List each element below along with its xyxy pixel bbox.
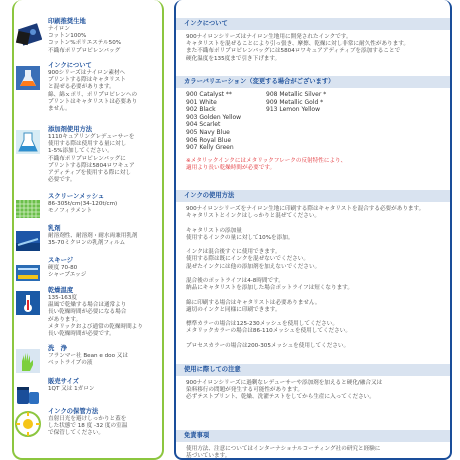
usage-body: 900ナイロンシリーズをナイロン生地に印刷する際はキャタリストを混合する必要があります。 キャタリストとインクはしっかりと混ぜてください。 キャタリストの添加量 使用するインクの量に対して10%を添加。 インクは混合後すぐに使用できます。 使用する際は既にインクを混ぜないでください。 混ぜたインクには他の添加剤を加えないでください。 混合後のポットライフは4-8時間です。 納品にキャタリストを添加した場合ポットライフは短くなります。 綿に印刷する場合はキャタリストは必要ありません。 適切のインクと同様に印刷できます。 標準カラーの場合は125-230メッシュを使用してください。 メタリックカラーの場合は86-110メッシュを使用してください。 プロセスカラーの場合は200-305メッシュを使用してください。: [186, 206, 425, 349]
spec-body: 硬度 70-80 シャープエッジ: [48, 265, 87, 279]
spec-fabric: [14, 18, 152, 55]
color-item: 913 Lemon Yellow: [266, 106, 320, 114]
color-item: 909 Metallic Gold *: [266, 98, 324, 106]
colors-heading: カラーバリエーション（変更する場合がございます）: [176, 76, 450, 88]
squeegee-icon: [14, 259, 42, 287]
spec-body: ナイロン コットン100% コットン%ポリエステル50% 不織布ポリプロピレンバッグ: [48, 26, 122, 54]
spec-additive: [14, 126, 152, 184]
cleanup-glove-icon: [14, 347, 42, 375]
disclaimer-heading: 免責事項: [176, 430, 450, 442]
about-body: 900ナイロンシリーズはナイロン生地用に開発されたインクです。 キャタリストを混ぜることにより引っ張き、摩擦、乾燥に対し非常に耐久性があります。 また不織布ポリプロピレンバッグには5804ロワキュアアディティブを添加することで 硬化温度を135度まで引き下げます。: [186, 34, 409, 62]
dry-temperature-icon: [14, 289, 42, 317]
color-item: 903 Golden Yellow: [186, 113, 242, 121]
color-item: 908 Metallic Silver *: [266, 91, 327, 98]
caution-heading: 使用に際しての注意: [176, 364, 450, 376]
spec-body: 135-163度 温風で乾燥する場合は通常より 長い乾燥時間が必要になる場合 があります。 メタリックおよび通常の乾燥時間より 長い乾燥時間が必要です。: [48, 295, 143, 338]
container-size-icon: [14, 380, 42, 408]
screen-mesh-icon: [14, 195, 42, 223]
spec-title: インクの保管方法: [48, 408, 99, 415]
color-list-left: [186, 91, 266, 152]
color-item: 902 Black: [186, 106, 216, 114]
spec-cleanup: [14, 345, 152, 375]
color-item: 901 White: [186, 98, 217, 106]
usage-heading: インクの使用方法: [176, 190, 450, 202]
spec-sizes: [14, 378, 152, 408]
spec-storage: [14, 408, 152, 438]
color-item: 907 Kelly Green: [186, 144, 234, 152]
color-item: 904 Scarlet: [186, 121, 221, 129]
color-item: 905 Navy Blue: [186, 128, 230, 136]
emulsion-icon: [14, 227, 42, 255]
spec-title: 販売サイズ: [48, 378, 79, 385]
about-heading: インクについて: [176, 18, 450, 30]
fabric-shirt-icon: [14, 20, 42, 48]
spec-body: 直射日光を避けしっかりと蓋を した状態で 18 度 -32 度の室温 で保管してください。: [48, 416, 128, 437]
spec-title: スクリーンメッシュ: [48, 193, 105, 200]
spec-mesh: [14, 193, 152, 223]
spec-title: スキージ: [48, 257, 74, 264]
spec-title: 印刷推奨生地: [48, 18, 86, 25]
additive-beaker-icon: [14, 128, 42, 156]
spec-body: 900シリーズはナイロン素材へ プリントする際はキャタリスト と混ぜる必要があります。 綿、綿ｘポリ、ポリプロピレンへの プリントはキャタリストは必要あり ません。: [48, 70, 138, 113]
spec-dry-temp: [14, 287, 152, 338]
spec-squeegee: [14, 257, 152, 287]
ink-flask-icon: [14, 64, 42, 92]
storage-icon: [14, 410, 42, 438]
spec-body: 1110キュアリングレデューサーを 使用する際は使用する量に対し 1-5%添加してください。 不織布ポリプロピレンバッグに プリントする際は5804ロワキュア アディティブを使用する際に対し 必要です。: [48, 134, 135, 184]
spec-title: 乳剤: [48, 225, 61, 232]
spec-title: 洗 浄: [48, 345, 67, 352]
spec-title: インクについて: [48, 62, 92, 69]
disclaimer-body: 使用方法、注意についてはインターナショナルコーティング社の研究と経験に 基づいています。: [186, 446, 381, 460]
spec-body: 86-305t/cm(34-120t/cm) モノフィラメント: [48, 201, 118, 215]
spec-body: 1QT 又は 1ガロン: [48, 386, 95, 392]
metallic-note: ※メタリックインクにはメタリックフレークの反射特性により、 適用より長い乾燥時間が必要です。: [186, 158, 347, 172]
caution-body: 900ナイロンシリーズに過剰なレデューサーや添加剤を加えると硬化/融合又は 染料移行の問題が発生する可能性があります。 必ずテストプリント、乾燥、洗濯テストをしてから生産に入ってください。: [186, 380, 383, 401]
spec-title: 乾燥温度: [48, 287, 74, 294]
color-item: 900 Catalyst **: [186, 91, 232, 98]
spec-emulsion: [14, 225, 152, 255]
spec-title: 添加剤使用方法: [48, 126, 93, 133]
spec-ink: [14, 62, 152, 113]
spec-body: フランマー社 Bean e doo 又は ベットライプの液: [48, 353, 128, 367]
spec-body: 耐溶剤性、耐溶剤・耐水両兼用乳剤 35-70ミクロンの乳剤フィルム: [48, 233, 138, 247]
color-list-right: [266, 91, 356, 114]
color-item: 906 Royal Blue: [186, 136, 232, 144]
